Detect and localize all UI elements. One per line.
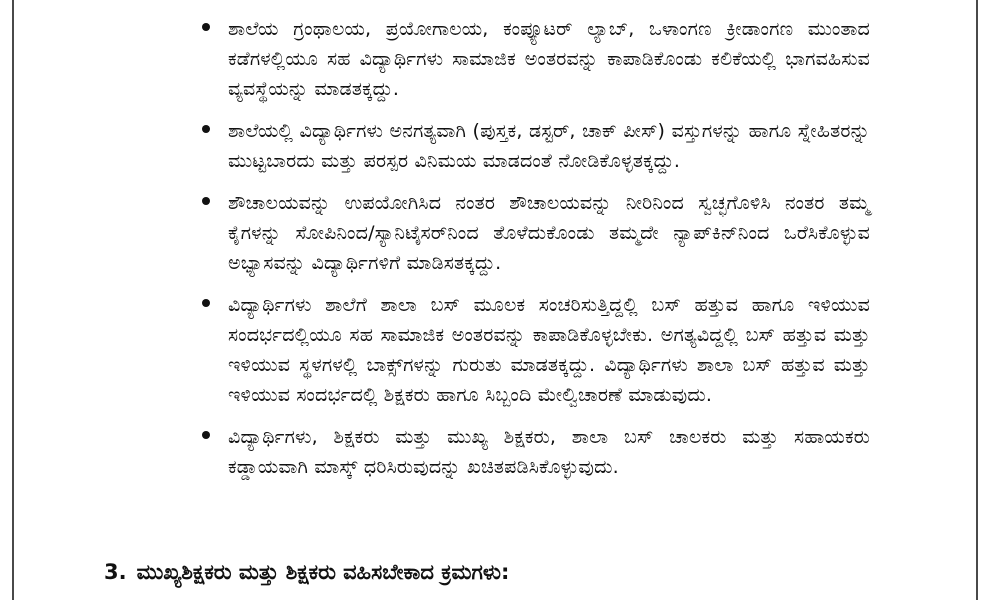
bullet-icon [202, 197, 210, 205]
section-heading [104, 558, 509, 586]
bullet-text: ಶಾಲೆಯಲ್ಲಿ ವಿದ್ಯಾರ್ಥಿಗಳು ಅನಗತ್ಯವಾಗಿ (ಪುಸ್ತಕ, ಡಸ್ಟರ್, ಚಾಕ್ ಪೀಸ್) ವಸ್ತುಗಳನ್ನು ಹಾಗೂ ಸ್ನೇಹಿತರನ್ನು ಮುಟ್ಟಬಾರದು ಮತ್ತು ಪರಸ್ಪರ ವಿನಿಮಯ ಮಾಡದಂತೆ ನೋಡಿಕೊಳ್ಳತಕ್ಕದ್ದು. [228, 120, 870, 172]
bullet-text: ವಿದ್ಯಾರ್ಥಿಗಳು ಶಾಲೆಗೆ ಶಾಲಾ ಬಸ್ ಮೂಲಕ ಸಂಚರಿಸುತ್ತಿದ್ದಲ್ಲಿ ಬಸ್ ಹತ್ತುವ ಹಾಗೂ ಇಳಿಯುವ ಸಂದರ್ಭದಲ್ಲಿಯೂ ಸಹ ಸಾಮಾಜಿಕ ಅಂತರವನ್ನು ಕಾಪಾಡಿಕೊಳ್ಳಬೇಕು. ಅಗತ್ಯವಿದ್ದಲ್ಲಿ ಬಸ್ ಹತ್ತುವ ಮತ್ತು ಇಳಿಯುವ ಸ್ಥಳಗಳಲ್ಲಿ ಬಾಕ್ಸ್‌ಗಳನ್ನು ಗುರುತು ಮಾಡತಕ್ಕದ್ದು. ವಿದ್ಯಾರ್ಥಿಗಳು ಶಾಲಾ ಬಸ್ ಹತ್ತುವ ಮತ್ತು ಇಳಿಯುವ ಸಂದರ್ಭದಲ್ಲಿ ಶಿಕ್ಷಕರು ಹಾಗೂ ಸಿಬ್ಬಂದಿ ಮೇಲ್ವಿಚಾರಣೆ ಮಾಡುವುದು. [228, 294, 870, 406]
bullet-icon [202, 23, 210, 31]
bullet-text: ಶೌಚಾಲಯವನ್ನು ಉಪಯೋಗಿಸಿದ ನಂತರ ಶೌಚಾಲಯವನ್ನು ನೀರಿನಿಂದ ಸ್ವಚ್ಛಗೊಳಿಸಿ ನಂತರ ತಮ್ಮ ಕೈಗಳನ್ನು ಸೋಪಿನಿಂದ/ಸ್ಯಾನಿಟೈಸರ್‌ನಿಂದ ತೊಳೆದುಕೊಂಡು ತಮ್ಮದೇ ನ್ಯಾಪ್‌ಕಿನ್‌ನಿಂದ ಒರೆಸಿಕೊಳ್ಳುವ ಅಭ್ಯಾಸವನ್ನು ವಿದ್ಯಾರ್ಥಿಗಳಿಗೆ ಮಾಡಿಸತಕ್ಕದ್ದು. [228, 192, 870, 274]
list-item [198, 188, 870, 278]
bullet-icon [202, 431, 210, 439]
list-item [198, 290, 870, 410]
page-right-border [976, 0, 978, 600]
list-item [198, 422, 870, 482]
bullet-icon [202, 299, 210, 307]
bullet-list [198, 14, 870, 494]
bullet-text: ವಿದ್ಯಾರ್ಥಿಗಳು, ಶಿಕ್ಷಕರು ಮತ್ತು ಮುಖ್ಯ ಶಿಕ್ಷಕರು, ಶಾಲಾ ಬಸ್ ಚಾಲಕರು ಮತ್ತು ಸಹಾಯಕರು ಕಡ್ಡಾಯವಾಗಿ ಮಾಸ್ಕ್ ಧರಿಸಿರುವುದನ್ನು ಖಚಿತಪಡಿಸಿಕೊಳ್ಳುವುದು. [228, 426, 870, 478]
bullet-icon [202, 125, 210, 133]
section-title: ಮುಖ್ಯಶಿಕ್ಷಕರು ಮತ್ತು ಶಿಕ್ಷಕರು ವಹಿಸಬೇಕಾದ ಕ್ರಮಗಳು: [136, 560, 510, 584]
list-item [198, 14, 870, 104]
section-number: 3. [104, 560, 127, 584]
list-item [198, 116, 870, 176]
bullet-text: ಶಾಲೆಯ ಗ್ರಂಥಾಲಯ, ಪ್ರಯೋಗಾಲಯ, ಕಂಪ್ಯೂಟರ್ ಲ್ಯಾಬ್, ಒಳಾಂಗಣ ಕ್ರೀಡಾಂಗಣ ಮುಂತಾದ ಕಡೆಗಳಲ್ಲಿಯೂ ಸಹ ವಿದ್ಯಾರ್ಥಿಗಳು ಸಾಮಾಜಿಕ ಅಂತರವನ್ನು ಕಾಪಾಡಿಕೊಂಡು ಕಲಿಕೆಯಲ್ಲಿ ಭಾಗವಹಿಸುವ ವ್ಯವಸ್ಥೆಯನ್ನು ಮಾಡತಕ್ಕದ್ದು. [228, 18, 870, 100]
page-left-border [12, 0, 14, 600]
